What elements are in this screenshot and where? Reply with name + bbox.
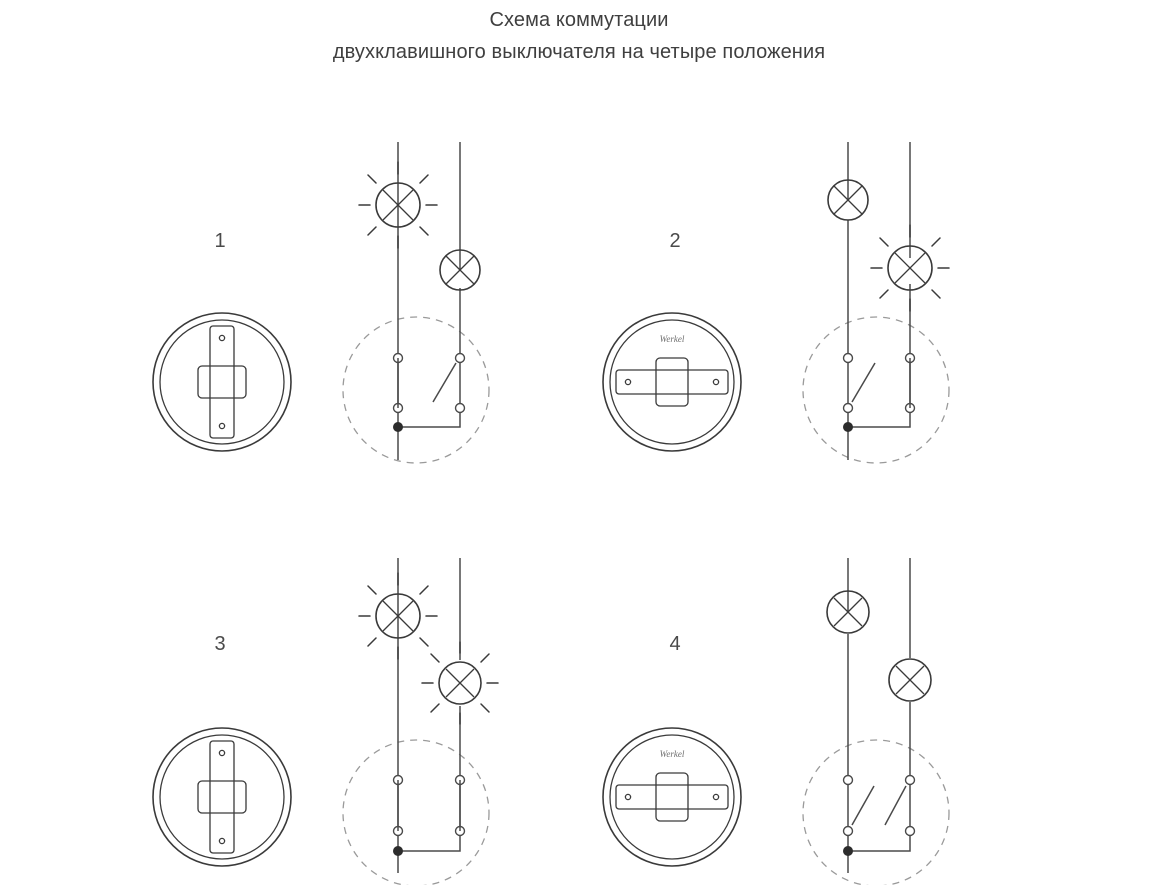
rocker-horizontal[interactable] [616,370,728,394]
panel-1-number: 1 [214,230,226,252]
rocker-dot-right [713,379,718,384]
junction-dot [843,422,853,432]
panel-1-switch-face[interactable] [140,300,310,470]
blade-left-open [852,363,875,402]
blade-left-open [852,786,874,825]
junction-dot [393,846,403,856]
contact-right-bottom [906,827,915,836]
panel-3-circuit [330,548,540,878]
panel-2-switch-face[interactable] [590,300,760,470]
rocker-center-block[interactable] [198,366,246,398]
contact-left-bottom [844,827,853,836]
panel-4-switch-face[interactable] [590,715,760,885]
contact-left-top [844,354,853,363]
panel-2-number: 2 [669,230,681,252]
contact-left-bottom [844,404,853,413]
contact-right-top [906,776,915,785]
panel-4-number: 4 [669,633,681,655]
rocker-dot-bottom [219,423,224,428]
panel-1-circuit [330,130,540,470]
switch-boundary-dashed [343,317,489,463]
switch-inner-ring [160,320,284,444]
blade-right-open [433,363,456,402]
panel-3-switch-face[interactable] [140,715,310,885]
switch-boundary-dashed [803,740,949,885]
switch-boundary-dashed [343,740,489,885]
title-line-1: Схема коммутации [489,9,669,31]
blade-right-open [885,786,906,825]
rocker-dot-right [713,794,718,799]
switch-outer-ring [153,313,291,451]
rocker-horizontal[interactable] [616,785,728,809]
rocker-dot-left [625,794,630,799]
title-line-2: двухклавишного выключателя на четыре положения [332,41,826,63]
wire-common-bus [848,835,910,851]
contact-right-top [456,354,465,363]
rocker-center-block[interactable] [656,358,688,406]
lamp-right-off [889,659,931,701]
page-title [0,4,1158,68]
brand-label: Werkel [659,749,685,759]
rocker-dot-top [219,335,224,340]
wire-common-bus [398,835,460,851]
rocker-dot-bottom [219,838,224,843]
panel-2-circuit [790,130,1000,470]
rocker-vertical[interactable] [210,326,234,438]
rocker-dot-top [219,750,224,755]
rocker-vertical[interactable] [210,741,234,853]
wire-common-bus [848,412,910,427]
rocker-center-block[interactable] [198,781,246,813]
switch-inner-ring [160,735,284,859]
rocker-center-block[interactable] [656,773,688,821]
wire-common-bus [398,412,460,427]
contact-left-top [844,776,853,785]
contact-right-bottom [456,404,465,413]
switch-boundary-dashed [803,317,949,463]
panel-3-number: 3 [214,633,226,655]
switch-outer-ring [153,728,291,866]
rocker-dot-left [625,379,630,384]
brand-label: Werkel [659,334,685,344]
junction-dot [843,846,853,856]
junction-dot [393,422,403,432]
panel-4-circuit [790,548,1000,878]
